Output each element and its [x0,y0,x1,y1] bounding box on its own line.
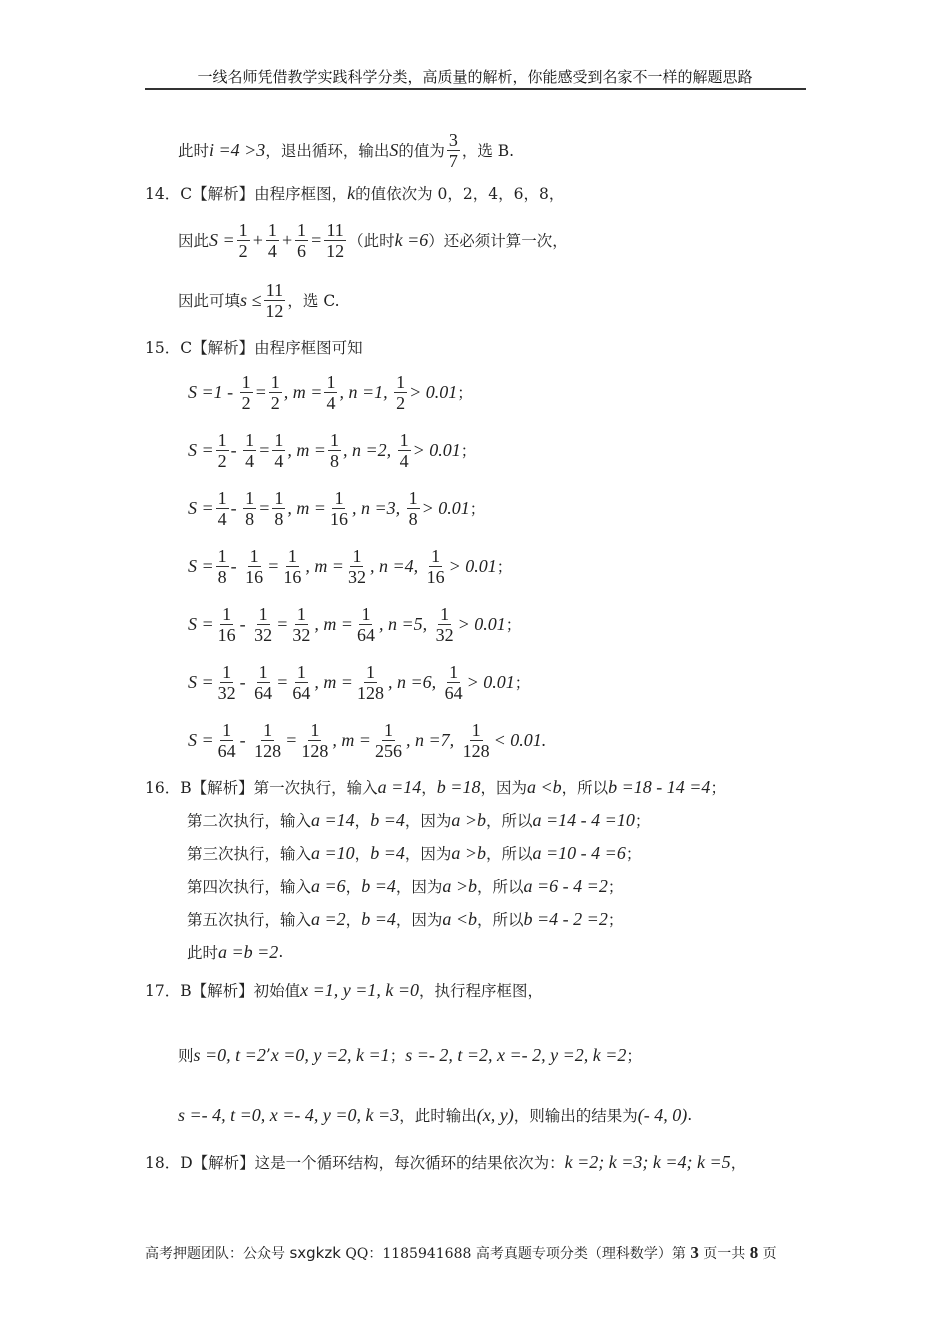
fraction-numerator: 1 [222,603,232,624]
math-expression: b =4 [370,842,405,863]
fraction-denominator: 32 [347,566,366,587]
fraction-numerator: 1 [352,545,362,566]
fraction [295,220,308,261]
fraction-numerator: 1 [296,661,306,682]
fraction [346,546,368,587]
math-expression: x =1, y =1, k =0 [300,979,420,1000]
fraction-numerator: 1 [361,603,371,624]
fraction [328,488,350,529]
text-line [188,430,476,470]
fraction-numerator: 1 [399,429,409,450]
math-expression: S =1 - [188,381,238,402]
text-run: 此时 [187,944,219,962]
fraction-numerator: 1 [270,371,280,392]
fraction-denominator: 128 [301,740,329,761]
text-line [188,372,473,412]
fraction-numerator: 1 [408,487,418,508]
text-run: ， [730,1154,747,1172]
text-run: ，则输出的结果为 [513,1107,638,1125]
math-expression: , n =6, [387,671,441,692]
fraction-denominator: 2 [238,240,248,261]
fraction-denominator: 12 [265,300,284,321]
text-run: ，因为 [404,845,452,863]
fraction-numerator: 3 [448,129,458,150]
math-expression: < 0.01. [493,729,547,750]
math-expression: + [251,229,264,250]
fraction-denominator: 8 [274,508,284,529]
fraction-numerator: 1 [396,371,406,392]
math-expression: > 0.01 [448,555,497,576]
text-run: . [687,1106,693,1124]
fraction-denominator: 4 [274,450,284,471]
fraction-denominator: 4 [399,450,409,471]
text-run: ，执行程序框图， [419,982,544,1000]
fraction-numerator: 1 [449,661,459,682]
fraction [252,662,274,703]
math-expression: k =6 [394,229,429,250]
math-expression: b =4 - 2 =2 [523,908,608,929]
fraction-denominator: 16 [245,566,264,587]
math-expression: = [267,555,280,576]
math-expression: a =14 [311,809,355,830]
math-expression: = [258,439,271,460]
text-run: ，此时输出 [399,1107,477,1125]
math-expression: a >b [442,875,478,896]
text-run: 第三次执行，输入 [187,845,312,863]
text-run: ，因为 [395,911,443,929]
fraction-numerator: 1 [310,719,320,740]
fraction-denominator: 32 [435,624,454,645]
fraction-numerator: 11 [326,219,344,240]
page-header-title: 一线名师凭借教学实践科学分类，高质量的解析，你能感受到名家不一样的解题思路 [197,68,753,86]
fraction-numerator: 1 [217,429,227,450]
math-expression: s =0, t =2 [193,1044,266,1065]
fraction-numerator: 1 [258,603,268,624]
text-run: ，因为 [480,779,527,797]
fraction-numerator: 1 [365,661,375,682]
math-expression: S = [188,439,214,460]
text-run: ，退出循环，输出 [265,142,390,160]
math-expression: s =- 4, t =0, x =- 4, y =0, k =3 [178,1104,400,1125]
fraction-numerator: 1 [245,429,255,450]
text-run: ； [626,1047,642,1065]
fraction [461,720,492,761]
text-run: ，因为 [404,812,452,830]
fraction [281,546,303,587]
fraction-denominator: 64 [217,740,236,761]
fraction [290,604,312,645]
fraction [324,220,346,261]
fraction [266,220,279,261]
math-expression: > 0.01 [466,671,515,692]
footer-page-number: 3 [690,1243,699,1262]
text-run: ，选 B. [461,142,515,160]
fraction-numerator: 1 [217,487,227,508]
fraction [263,280,285,321]
fraction-numerator: 1 [440,603,450,624]
text-line [188,662,530,702]
fraction-numerator: 1 [296,603,306,624]
footer-total-pages: 8 [749,1243,759,1262]
text-run: ，所以 [561,779,609,797]
fraction [434,604,456,645]
math-expression: - [230,555,242,576]
fraction-numerator: 1 [326,371,336,392]
math-expression: = [276,671,289,692]
fraction-numerator: 1 [263,719,273,740]
footer-end: 页 [758,1246,777,1262]
text-run: ； [514,674,531,692]
math-expression: S = [188,613,214,634]
math-expression: , n =3, [351,497,405,518]
text-run: ）还必须计算一次， [428,232,568,250]
fraction-denominator: 8 [245,508,255,529]
fraction [355,662,386,703]
fraction-denominator: 8 [217,566,227,587]
math-expression: , m = [314,671,353,692]
math-expression: = [258,497,271,518]
math-expression: x =0, y =2, k =1 [270,1044,390,1065]
fraction-denominator: 4 [217,508,227,529]
fraction-denominator: 4 [245,450,255,471]
fraction [324,372,337,413]
text-line [188,546,512,586]
text-run: ，所以 [486,845,533,863]
fraction-numerator: 1 [383,719,393,740]
text-line [187,932,283,972]
math-expression: , m = [314,613,353,634]
fraction-numerator: 11 [265,279,284,300]
math-expression: , m = [287,439,326,460]
math-expression: > 0.01 [412,439,461,460]
text-line [188,488,485,528]
text-run: ； [457,384,473,402]
text-run: 第二次执行，输入 [187,812,312,830]
text-run: 的值依次为 0，2，4，6，8， [355,185,565,203]
fraction [243,546,265,587]
text-run: ，选 C. [287,292,340,310]
math-expression: a =10 [311,842,355,863]
fraction-denominator: 32 [292,624,311,645]
text-run: ； [389,1047,406,1065]
text-run: 因此可填 [178,292,241,310]
text-run: ； [607,878,624,896]
fraction [269,372,282,413]
math-expression: > 0.01 [409,381,458,402]
fraction-denominator: 4 [326,392,336,413]
text-run: ； [625,845,642,863]
text-run: 15．C【解析】由程序框图可知 [145,339,363,357]
math-expression: , n =7, [405,729,459,750]
fraction-numerator: 1 [274,487,284,508]
fraction [407,488,420,529]
text-run: 17．B【解析】初始值 [145,982,301,1000]
math-expression: s =- 2, t =2, x =- 2, y =2, k =2 [405,1044,627,1065]
fraction [216,546,229,587]
fraction [243,488,256,529]
fraction-numerator: 1 [334,487,344,508]
math-expression: a =10 - 4 =6 [532,842,626,863]
fraction [243,430,256,471]
text-run: ； [710,779,726,797]
fraction-denominator: 32 [254,624,273,645]
math-expression: a <b [442,908,478,929]
fraction-numerator: 1 [329,429,339,450]
fraction-denominator: 16 [217,624,236,645]
text-run: ； [505,616,522,634]
fraction-denominator: 128 [356,682,384,703]
fraction-numerator: 1 [287,545,297,566]
text-run: ，所以 [486,812,533,830]
math-expression: = [285,729,298,750]
math-expression: b =4 [370,809,405,830]
fraction [252,604,274,645]
fraction-numerator: 1 [471,719,481,740]
text-run: ； [496,558,513,576]
text-run: 18．D【解析】这是一个循环结构，每次循环的结果依次为： [145,1154,565,1172]
fraction-denominator: 12 [326,240,345,261]
math-expression: , m = [283,381,323,402]
fraction-numerator: 1 [241,371,251,392]
text-run: ； [607,911,624,929]
math-expression: , m = [287,497,326,518]
fraction [216,604,238,645]
fraction-numerator: 1 [217,545,227,566]
fraction-denominator: 128 [254,740,282,761]
fraction-denominator: 64 [254,682,273,703]
text-line [145,327,363,367]
text-line [178,1095,692,1135]
text-run: 的值为 [398,142,445,160]
text-line [145,173,564,213]
header-divider [145,88,806,90]
math-expression: b =18 [436,776,481,797]
math-expression: b =4 [361,908,396,929]
fraction-numerator: 1 [249,545,259,566]
math-expression: > 0.01 [457,613,506,634]
text-run: ，因为 [395,878,443,896]
fraction [216,488,229,529]
text-line [145,970,543,1010]
math-expression: + [280,229,293,250]
math-expression: a =6 [311,875,346,896]
math-expression: = [276,613,289,634]
math-expression: S = [188,671,214,692]
fraction [240,372,253,413]
text-run: ’ [265,1046,271,1064]
math-expression: a =14 [377,776,422,797]
math-expression: b =18 - 14 =4 [608,776,711,797]
math-expression: > 0.01 [421,497,470,518]
math-expression: (- 4, 0) [637,1104,688,1125]
text-run: 因此 [178,232,210,250]
text-line [178,1035,642,1075]
text-run: . [278,943,284,961]
text-run: ， [421,779,437,797]
math-expression: , n =4, [369,555,423,576]
math-expression: k =2; k =3; k =4; k =5 [564,1151,731,1172]
text-run: 14．C【解析】由程序框图， [145,185,348,203]
math-expression: b =4 [361,875,396,896]
text-run: ， [354,845,371,863]
math-expression: , n =2, [342,439,396,460]
fraction [373,720,404,761]
fraction-denominator: 2 [217,450,227,471]
math-expression: s ≤ [240,289,262,310]
fraction [252,720,283,761]
math-expression: (x, y) [476,1104,514,1125]
math-expression: S [389,139,399,160]
fraction-denominator: 2 [241,392,251,413]
text-line [178,280,340,320]
fraction [290,662,312,703]
math-expression: a =14 - 4 =10 [532,809,635,830]
fraction-denominator: 8 [408,508,418,529]
fraction-denominator: 64 [444,682,463,703]
footer-qq: QQ：1185941688 高考真题专项分类（理科数学）第 [340,1246,691,1262]
fraction-numerator: 1 [274,429,284,450]
fraction-numerator: 1 [431,545,441,566]
text-run: ； [469,500,486,518]
math-expression: S = [188,729,214,750]
fraction-denominator: 16 [426,566,445,587]
text-run: 此时 [178,142,210,160]
fraction [216,662,238,703]
fraction-denominator: 2 [270,392,280,413]
fraction [237,220,250,261]
footer-mid: 页一共 [698,1246,750,1262]
fraction-denominator: 16 [283,566,302,587]
math-expression: k [347,182,356,203]
math-expression: = [309,229,323,250]
math-expression: , m = [332,729,371,750]
math-expression: , m = [305,555,344,576]
text-run: ， [354,812,371,830]
text-run: ； [634,812,651,830]
math-expression: a =6 - 4 =2 [523,875,608,896]
fraction-denominator: 4 [267,240,277,261]
fraction [425,546,447,587]
fraction-numerator: 1 [245,487,255,508]
text-run: ， [345,911,362,929]
fraction-numerator: 1 [222,661,232,682]
text-line [178,130,514,170]
math-expression: , n =5, [378,613,432,634]
math-expression: , n =1, [339,381,393,402]
math-expression: a =b =2 [218,941,279,962]
text-line [188,720,546,760]
fraction-numerator: 1 [238,219,248,240]
math-expression: - [239,613,251,634]
text-line [145,1142,746,1182]
footer-account: sxgkzk [289,1244,341,1262]
fraction [447,130,460,171]
fraction-denominator: 16 [329,508,348,529]
text-run: （此时 [348,232,395,250]
footer-team: 高考押题团队：公众号 [145,1246,290,1262]
math-expression: - [230,439,242,460]
fraction-denominator: 2 [396,392,406,413]
fraction-numerator: 1 [222,719,232,740]
math-expression: - [230,497,242,518]
text-run: 第五次执行，输入 [187,911,312,929]
fraction [216,720,238,761]
fraction-denominator: 64 [292,682,311,703]
fraction-denominator: 128 [462,740,490,761]
math-expression: S = [209,229,235,250]
text-run: ， [345,878,362,896]
text-run: 第四次执行，输入 [187,878,312,896]
fraction [272,488,285,529]
fraction-denominator: 6 [296,240,306,261]
fraction [328,430,341,471]
math-expression: a >b [451,842,487,863]
math-expression: i =4 >3 [209,139,266,160]
fraction [299,720,330,761]
text-line [188,604,521,644]
math-expression: = [254,381,267,402]
math-expression: a <b [526,776,562,797]
fraction-numerator: 1 [267,219,277,240]
math-expression: - [239,671,251,692]
fraction-numerator: 1 [258,661,268,682]
text-run: ，所以 [477,911,524,929]
math-expression: - [239,729,251,750]
math-expression: a >b [451,809,487,830]
fraction [398,430,411,471]
text-run: ，所以 [477,878,524,896]
fraction [355,604,377,645]
text-line [178,220,568,260]
fraction-denominator: 32 [217,682,236,703]
fraction [216,430,229,471]
text-run: 则 [178,1047,194,1065]
fraction-denominator: 64 [356,624,375,645]
math-expression: a =2 [311,908,346,929]
text-run: 16．B【解析】第一次执行，输入 [145,779,378,797]
text-run: ； [460,442,477,460]
math-expression: S = [188,497,214,518]
fraction-numerator: 1 [296,219,306,240]
fraction [394,372,407,413]
fraction-denominator: 7 [448,150,458,171]
page-footer [145,1243,777,1263]
fraction-denominator: 8 [329,450,339,471]
math-expression: S = [188,555,214,576]
fraction [443,662,465,703]
fraction-denominator: 256 [374,740,402,761]
fraction [272,430,285,471]
